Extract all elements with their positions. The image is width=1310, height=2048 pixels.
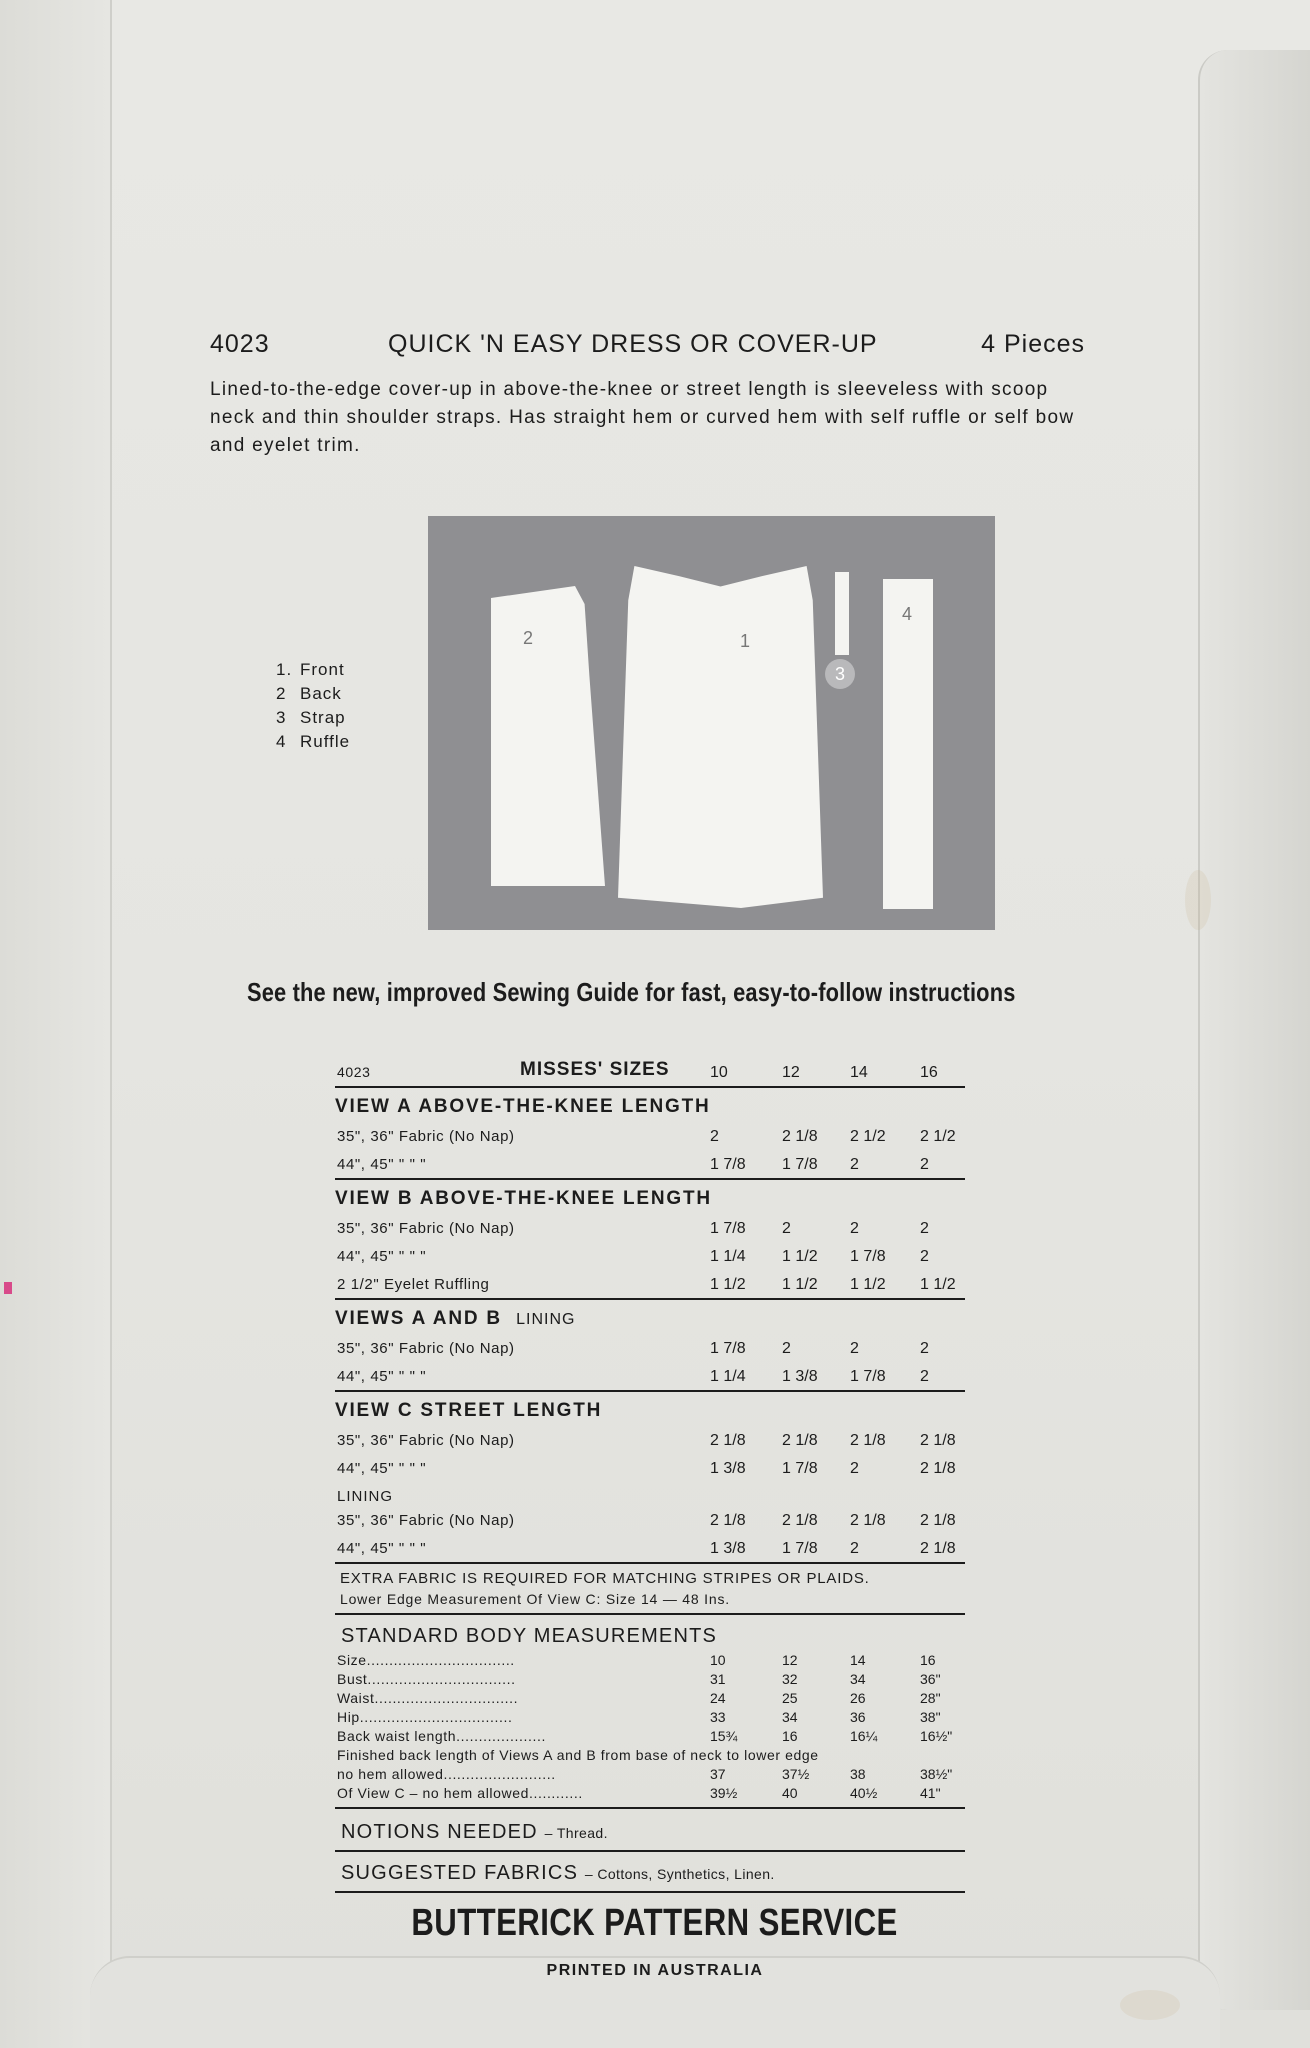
ruffle-piece (883, 579, 933, 909)
stain-mark (1120, 1990, 1180, 2020)
table-row: 35", 36" Fabric (No Nap) 2 1/8 2 1/8 2 1/8 2 1/8 (337, 1512, 956, 1529)
section-title: VIEW B ABOVE-THE-KNEE LENGTH (335, 1188, 712, 1209)
piece-number-3: 3 (825, 659, 855, 689)
legend-item: 1. Front (276, 660, 345, 679)
envelope-left-flap (0, 0, 112, 2048)
suggested-fabrics: SUGGESTED FABRICS – Cottons, Synthetics, Linen. (335, 1852, 965, 1893)
table-row: Bust................................. 31 32 34 36" (337, 1671, 941, 1687)
piece-number-1: 1 (740, 631, 751, 651)
table-row: 35", 36" Fabric (No Nap) 2 1/8 2 1/8 2 1/8 2 1/8 (337, 1432, 956, 1449)
body-measurements (335, 1615, 965, 1809)
table-row: Back waist length.................... 15¾ 16 16¼ 16½" (337, 1728, 953, 1744)
yardage-table (335, 1058, 965, 1893)
sewing-guide-note: See the new, improved Sewing Guide for fast, easy-to-follow instructions (247, 977, 1016, 1007)
footer (0, 1902, 1310, 1945)
legend-item: 2 Back (276, 684, 342, 703)
table-row: 35", 36" Fabric (No Nap) 1 7/8 2 2 2 (337, 1340, 929, 1357)
brand-name: BUTTERICK PATTERN SERVICE (411, 1902, 899, 1944)
table-row: 44", 45" " " " 1 1/4 1 3/8 1 7/8 2 (335, 1362, 965, 1392)
table-row: 44", 45" " " " 1 3/8 1 7/8 2 2 1/8 (337, 1460, 956, 1477)
pattern-pieces-diagram (428, 516, 995, 930)
section-title: VIEWS A AND B LINING (335, 1308, 576, 1329)
table-row: 44", 45" " " " 1 3/8 1 7/8 2 2 1/8 (335, 1534, 965, 1564)
piece-number-4: 4 (902, 604, 913, 624)
printed-in: PRINTED IN AUSTRALIA (546, 1962, 764, 1979)
table-row: 2 1/2" Eyelet Ruffling 1 1/2 1 1/2 1 1/2 1 1/2 (335, 1270, 965, 1300)
table-row: 35", 36" Fabric (No Nap) 2 2 1/8 2 1/2 2 1/2 (337, 1128, 956, 1145)
table-row: Finished back length of Views A and B from base of neck to lower edge (337, 1747, 819, 1763)
table-heading: MISSES' SIZES (520, 1059, 670, 1080)
fabric-note: EXTRA FABRIC IS REQUIRED FOR MATCHING STRIPES OR PLAIDS. Lower Edge Measurement Of View C: Size 14 — 48 Ins. (335, 1564, 965, 1615)
back-piece (491, 586, 611, 886)
pattern-header (210, 330, 1085, 370)
pattern-title: QUICK 'N EASY DRESS OR COVER-UP (388, 330, 878, 358)
table-header-row: 4023 MISSES' SIZES 10 12 14 16 (335, 1058, 965, 1088)
legend-item: 4 Ruffle (276, 732, 351, 751)
pieces-count: 4 Pieces (981, 330, 1085, 358)
lining-label: LINING (337, 1488, 394, 1505)
piece-legend (276, 658, 350, 754)
strap-piece (835, 572, 849, 655)
section-title: VIEW A ABOVE-THE-KNEE LENGTH (335, 1096, 711, 1117)
legend-item: 3 Strap (276, 708, 346, 727)
section-title: VIEW C STREET LENGTH (335, 1400, 603, 1421)
table-row: Waist................................ 24 25 26 28" (337, 1690, 941, 1706)
measurements-title: STANDARD BODY MEASUREMENTS (341, 1625, 718, 1647)
notions-needed: NOTIONS NEEDED – Thread. (335, 1809, 965, 1852)
envelope-right-flap (1198, 50, 1310, 2010)
table-row: no hem allowed......................... 37 37½ 38 38½" (337, 1766, 953, 1782)
edge-mark (4, 1282, 12, 1294)
table-row: Size................................. 10 12 14 16 (337, 1652, 936, 1668)
table-row: Of View C – no hem allowed............ 39½ 40 40½ 41" (337, 1785, 941, 1801)
pattern-description: Lined-to-the-edge cover-up in above-the-knee or street length is sleeveless with scoop neck and thin shoulder straps. Has straight hem or curved hem with self ruffle or self bow and eyelet trim. (210, 379, 1075, 456)
table-row: 35", 36" Fabric (No Nap) 1 7/8 2 2 2 (337, 1220, 929, 1237)
stain-mark (1185, 870, 1211, 930)
piece-number-2: 2 (523, 628, 534, 648)
table-row: Hip.................................. 33 34 36 38" (337, 1709, 941, 1725)
pattern-number: 4023 (210, 330, 270, 358)
table-row: 44", 45" " " " 1 7/8 1 7/8 2 2 (335, 1150, 965, 1180)
table-row: 44", 45" " " " 1 1/4 1 1/2 1 7/8 2 (337, 1248, 929, 1265)
front-piece (618, 566, 823, 908)
